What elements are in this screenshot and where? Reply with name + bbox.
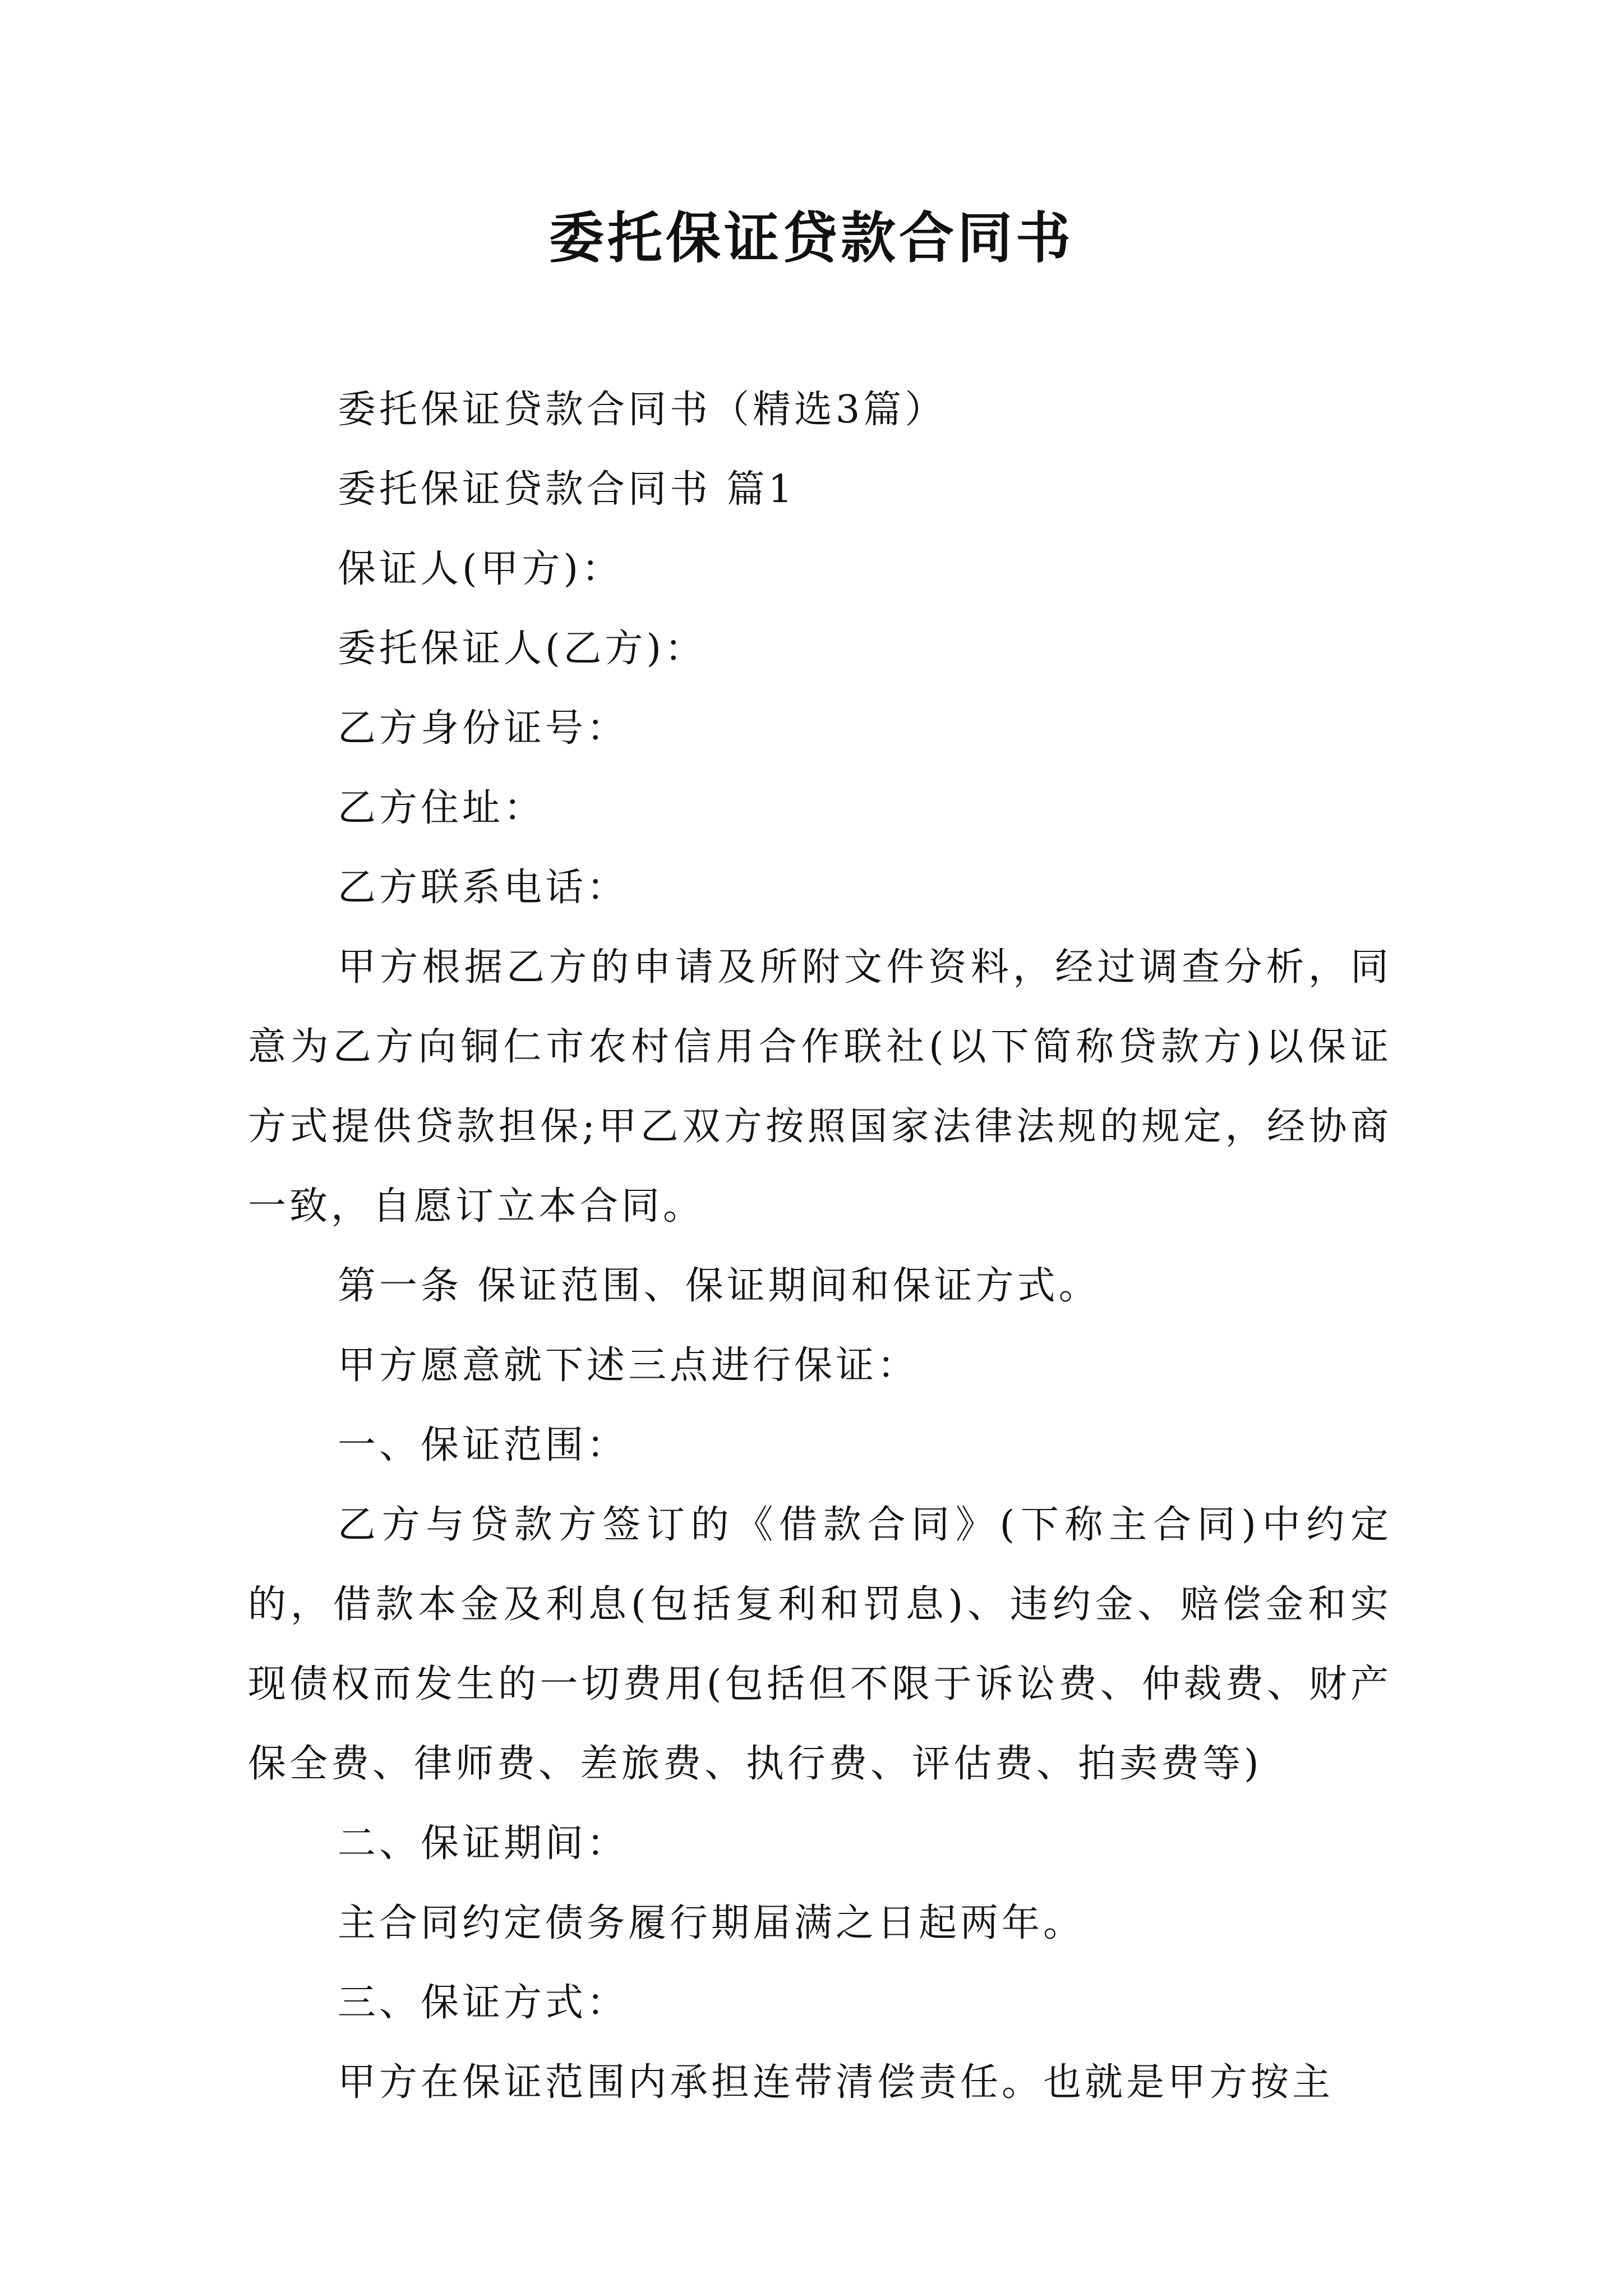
paragraph-guarantor: 保证人(甲方)： bbox=[338, 547, 624, 591]
paragraph-method-text: 甲方在保证范围内承担连带清偿责任。也就是甲方按主 bbox=[338, 2060, 1334, 2105]
paragraph-period-text: 主合同约定债务履行期届满之日起两年。 bbox=[338, 1901, 1085, 1945]
paragraph-phone: 乙方联系电话： bbox=[338, 866, 629, 910]
paragraph-article-one: 第一条 保证范围、保证期间和保证方式。 bbox=[338, 1264, 1100, 1308]
paragraph-preamble: 甲方根据乙方的申请及所附文件资料，经过调查分析，同意为乙方向铜仁市农村信用合作联社(以下简称贷款方)以保证方式提供贷款担保;甲乙双方按照国家法律法规的规定，经协商一致，自愿订立本合同。 bbox=[248, 945, 1392, 1228]
document-body bbox=[248, 370, 1392, 2123]
paragraph-scope-text: 乙方与贷款方签订的《借款合同》(下称主合同)中约定的，借款本金及利息(包括复利和罚息)、违约金、赔偿金和实现债权而发生的一切费用(包括但不限于诉讼费、仲裁费、财产保全费、律师费、差旅费、执行费、评估费、拍卖费等) bbox=[248, 1503, 1392, 1786]
paragraph-address: 乙方住址： bbox=[338, 786, 546, 830]
paragraph-scope-heading: 一、保证范围： bbox=[338, 1423, 629, 1467]
paragraph-method-heading: 三、保证方式： bbox=[338, 1981, 629, 2025]
paragraph-period-heading: 二、保证期间： bbox=[338, 1821, 629, 1866]
document-title: 委托保证贷款合同书 bbox=[548, 206, 1074, 270]
paragraph-guarantee-intro: 甲方愿意就下述三点进行保证： bbox=[338, 1343, 919, 1388]
paragraph-part-heading: 委托保证贷款合同书 篇1 bbox=[338, 467, 796, 512]
paragraph-id-number: 乙方身份证号： bbox=[338, 706, 629, 751]
paragraph-entrusting-guarantor: 委托保证人(乙方)： bbox=[338, 627, 707, 671]
paragraph-subtitle: 委托保证贷款合同书（精选3篇） bbox=[338, 388, 947, 432]
